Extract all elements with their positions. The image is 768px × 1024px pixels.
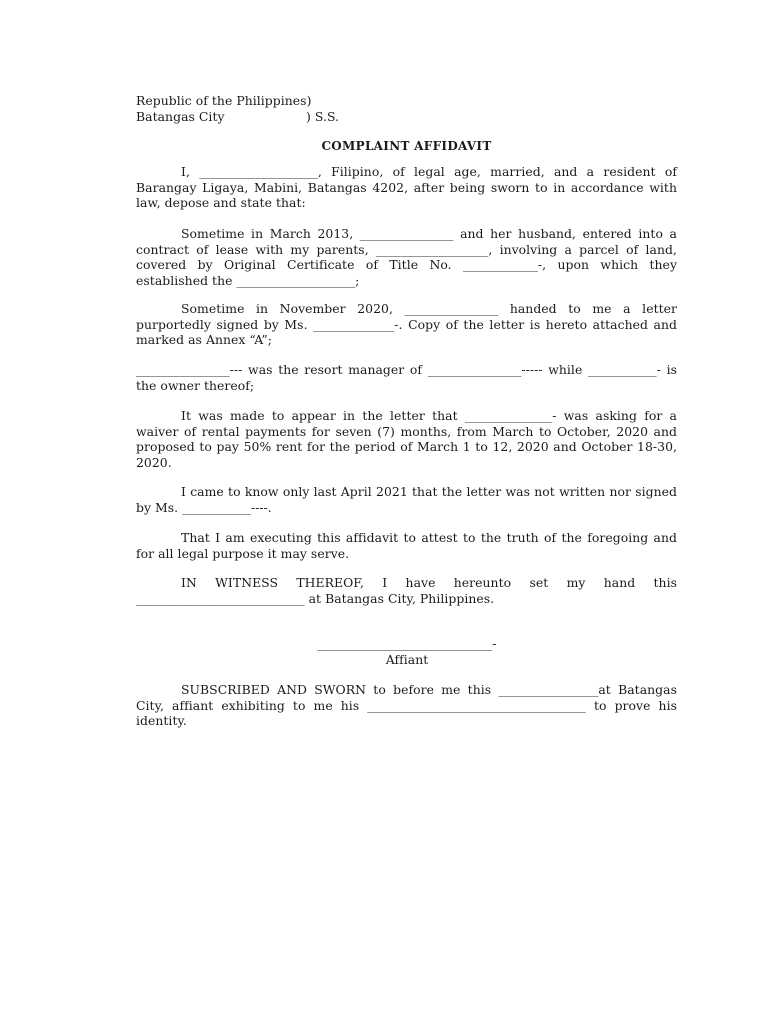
venue-header [136,93,536,125]
venue-ss-text: ) S.S. [306,109,340,124]
document-title: COMPLAINT AFFIDAVIT [321,139,492,153]
venue-country-text: Republic of the Philippines) [136,93,312,108]
paragraph-discovery: I came to know only last April 2021 that the letter was not written nor signed by Ms. ___________----. [136,484,677,515]
paragraph-lease: Sometime in March 2013, _______________ and her husband, entered into a contract of lease with my parents, __________________, involving a parcel of land, covered by Original Certificate of Title No. ____________-, upon which they established the ___________________; [136,226,677,288]
affiant-signature-block [300,636,514,668]
paragraph-waiver: It was made to appear in the letter that ______________- was asking for a waiver of rental payments for seven (7) months, from March to October, 2020 and proposed to pay 50% rent for the period of March 1 to 12, 2020 and October 18-30, 2020. [136,408,677,470]
venue-city [136,109,536,125]
paragraph-affiant-intro: I, ___________________, Filipino, of legal age, married, and a resident of Barangay Ligaya, Mabini, Batangas 4202, after being sworn to in accordance with law, depose and state that: [136,164,677,210]
paragraph-witness: IN WITNESS THEREOF, I have hereunto set my hand this ___________________________ at Batangas City, Philippines. [136,575,677,606]
paragraph-resort-manager: _______________--- was the resort manager of _______________----- while ___________- is the owner thereof; [136,362,677,393]
venue-city-text: Batangas City [136,109,225,124]
affiant-label: Affiant [385,652,429,667]
jurat-paragraph: SUBSCRIBED AND SWORN to before me this ________________at Batangas City, affiant exhibiting to me his ___________________________________ to prove his identity. [136,682,677,728]
paragraph-letter: Sometime in November 2020, _______________ handed to me a letter purportedly signed by Ms. _____________-. Copy of the letter is hereto attached and marked as Annex “A”; [136,301,677,347]
venue-country [136,93,536,109]
signature-line: ____________________________- [317,636,497,651]
paragraph-purpose: That I am executing this affidavit to attest to the truth of the foregoing and for all legal purpose it may serve. [136,530,677,561]
